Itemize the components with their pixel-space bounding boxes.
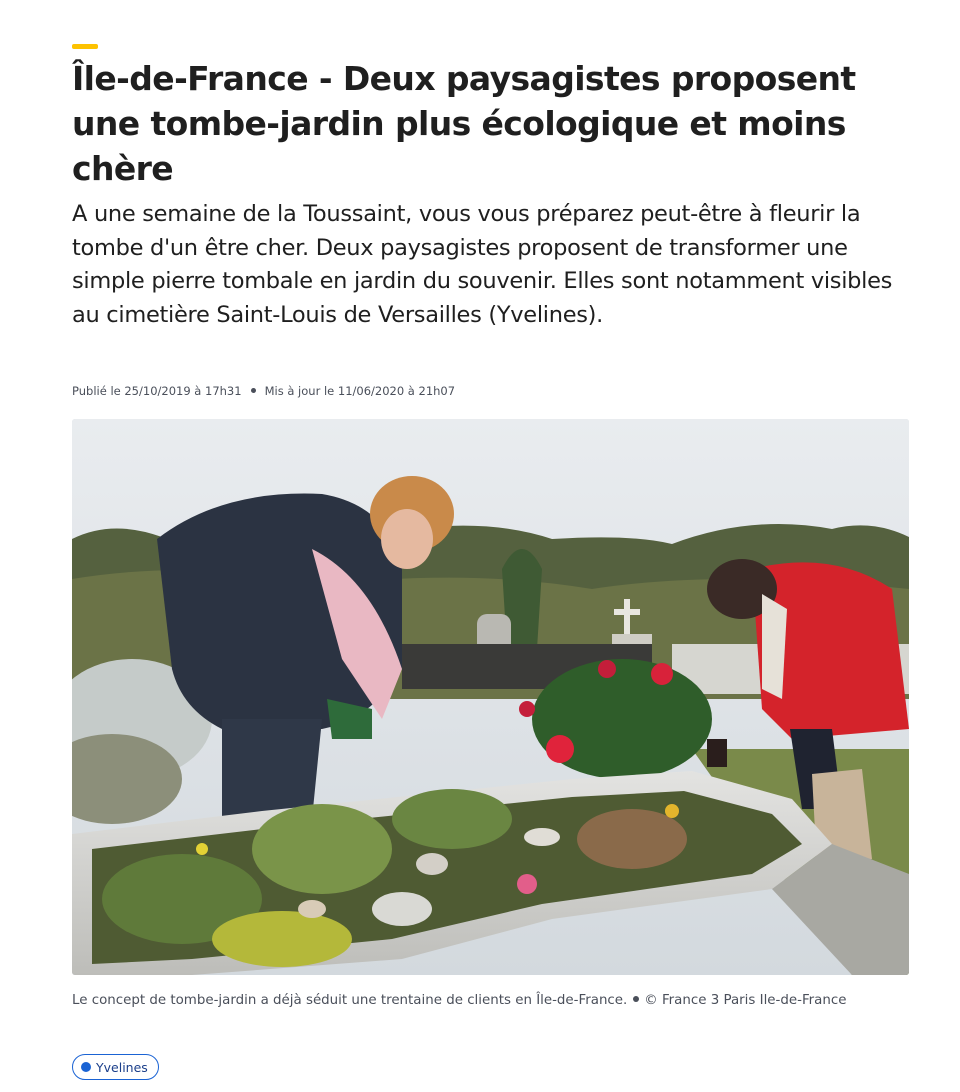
article-lead: A une semaine de la Toussaint, vous vous préparez peut-être à fleurir la tombe d'un être cher. Deux paysagistes proposent de transformer une simple pierre tombale en jardin du souvenir. Elles sont notamment visibles au cimetière Saint-Louis de Versailles (Yvelines). — [72, 201, 893, 328]
caption-text: Le concept de tombe-jardin a déjà séduit une trentaine de clients en Île-de-France. — [72, 993, 628, 1008]
published-date: Publié le 25/10/2019 à 17h31 — [72, 384, 242, 398]
separator-dot — [251, 388, 256, 393]
article-photo — [72, 419, 909, 975]
tag-yvelines[interactable] — [72, 1054, 159, 1080]
tag-label: Yvelines — [96, 1059, 148, 1075]
article-title: Île-de-France - Deux paysagistes proposent une tombe-jardin plus écologique et moins chère — [72, 59, 856, 188]
article-dates — [72, 384, 455, 398]
caption-separator-dot — [633, 996, 639, 1002]
tag-dot-icon — [81, 1062, 91, 1072]
photo-credit: © France 3 Paris Ile-de-France — [644, 993, 847, 1008]
photo-caption — [72, 990, 902, 1012]
updated-date: Mis à jour le 11/06/2020 à 21h07 — [264, 384, 456, 398]
section-accent-bar — [72, 44, 98, 49]
